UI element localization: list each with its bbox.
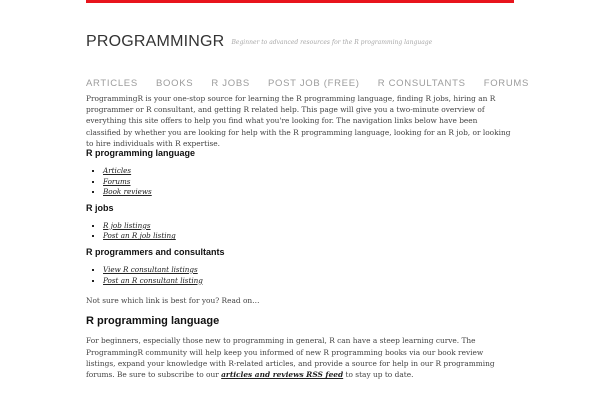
section-heading-r-jobs: R jobs — [86, 202, 114, 213]
list-item — [103, 231, 514, 242]
post-consultant-listing-link[interactable]: Post an R consultant listing — [103, 275, 203, 285]
main-nav — [86, 71, 542, 90]
nav-item-books[interactable]: BOOKS — [155, 78, 194, 89]
beginners-paragraph — [86, 335, 514, 380]
nav-item-articles[interactable]: ARTICLES — [86, 78, 138, 89]
accent-bar — [86, 0, 514, 3]
nav-item-post-job[interactable]: POST JOB (FREE) — [267, 78, 360, 89]
beginners-text-end: to stay up to date. — [343, 369, 414, 379]
articles-link[interactable]: Articles — [103, 166, 132, 175]
list-item — [103, 166, 514, 177]
book-reviews-link[interactable]: Book reviews — [103, 187, 152, 197]
not-sure-text: Not sure which link is best for you? Read on… — [86, 296, 260, 306]
r-jobs-links — [86, 221, 514, 242]
site-tagline: Beginner to advanced resources for the R programming language — [231, 39, 433, 46]
site-name-link[interactable]: PROGRAMMINGR — [86, 33, 225, 50]
section-heading-r-language-detail: R programming language — [86, 315, 220, 328]
view-consultant-listings-link[interactable]: View R consultant listings — [103, 264, 198, 274]
r-job-listings-link[interactable]: R job listings — [103, 220, 151, 230]
list-item — [103, 187, 514, 198]
post-r-job-link[interactable]: Post an R job listing — [103, 231, 176, 241]
main-content — [86, 93, 514, 380]
nav-item-r-consultants[interactable]: R CONSULTANTS — [377, 78, 466, 89]
r-language-links — [86, 166, 514, 198]
nav-item-forums[interactable]: FORUMS — [483, 78, 530, 89]
forums-link[interactable]: Forums — [103, 176, 131, 186]
site-header — [86, 31, 432, 51]
section-heading-r-language: R programming language — [86, 148, 196, 158]
list-item — [103, 265, 514, 276]
section-heading-r-consultants: R programmers and consultants — [86, 246, 225, 257]
list-item — [103, 221, 514, 232]
list-item — [103, 276, 514, 287]
intro-paragraph: ProgrammingR is your one-stop source for learning the R programming language, finding R jobs, hiring an R programmer or R consultant, and getting R related help. This page will give you a two-minute overview of everything this site offers to help you find what you're looking for. The navigation links below have been classified by whether you are looking for help with the R programming language, looking for an R job, or looking to hire individuals with R expertise. — [86, 94, 511, 148]
r-consultants-links — [86, 265, 514, 286]
nav-item-r-jobs[interactable]: R JOBS — [211, 78, 250, 89]
list-item — [103, 177, 514, 188]
rss-feed-link[interactable]: articles and reviews RSS feed — [221, 369, 344, 379]
beginners-text: For beginners, especially those new to programming in general, R can have a steep learning curve. The ProgrammingR community will help keep you informed of new R programming books via our book review listings, expand your knowledge with R-related articles, and provide a source for help in our R programming forums. Be sure to subscribe to our — [86, 336, 495, 379]
